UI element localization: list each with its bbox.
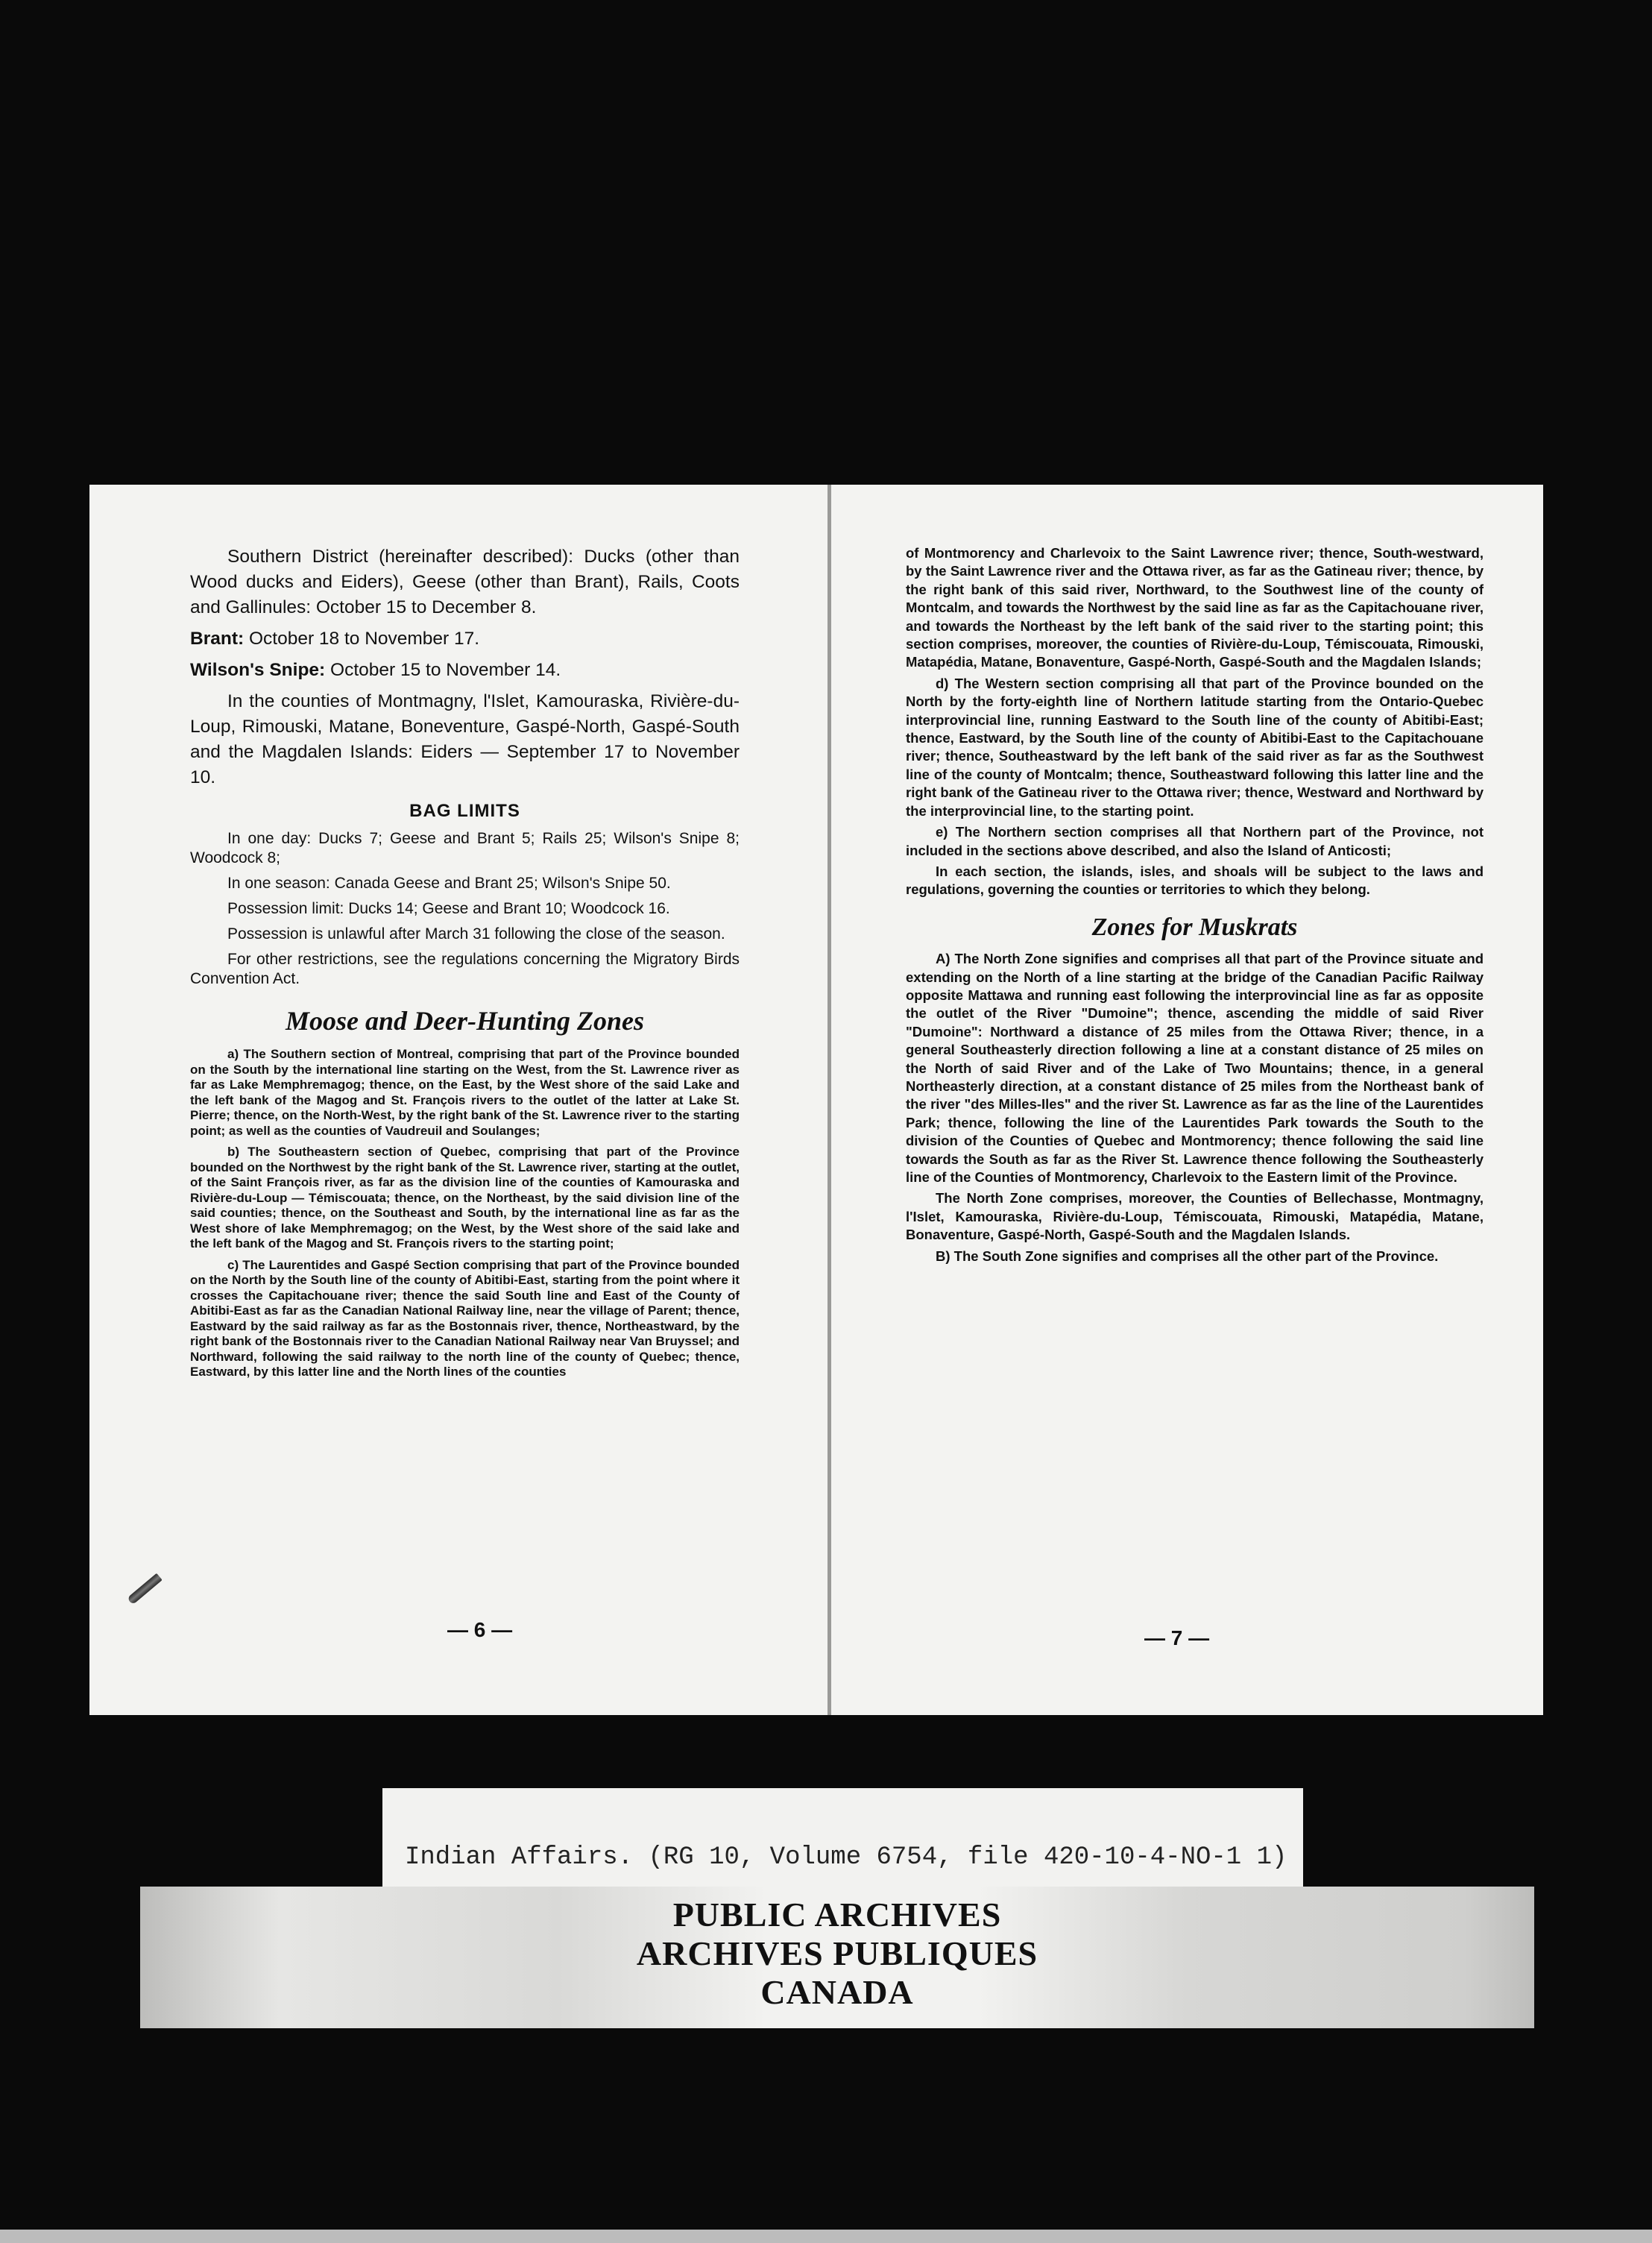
archive-label-strip	[140, 1887, 1534, 2028]
each-section-paragraph: In each section, the islands, isles, and shoals will be subject to the laws and regulations, governing the counties or territories to which they belong.	[906, 863, 1484, 898]
zone-b-paragraph: b) The Southeastern section of Quebec, comprising that part of the Province bounded on the Northwest by the right bank of the St. Lawrence river, starting at the outlet, of the Saint François river, as far as the division line of the counties of Kamouraska and Rivière-du-Loup — Témiscouata; thence, on the Northeast, by the said division line of the said counties; thence, on the Southeast and South, by the international line as far as the West shore of lake Memphremagog; on the West, by the West shore of the said lake and the left bank of the Magog and St. François rivers to the starting point;	[190, 1145, 740, 1251]
counties-eiders-paragraph: In the counties of Montmagny, l'Islet, Kamouraska, Rivière-du-Loup, Rimouski, Matane, Boneventure, Gaspé-North, Gaspé-South and the Magdalen Islands: Eiders — September 17 to November 10.	[190, 691, 740, 787]
film-edge	[0, 2230, 1652, 2243]
brant-label: Brant:	[190, 629, 245, 649]
bag-limits-heading: BAG LIMITS	[409, 801, 520, 821]
stamp-line-2: ARCHIVES PUBLIQUES	[636, 1934, 1038, 1972]
archive-reference: Indian Affairs. (RG 10, Volume 6754, file 420-10-4-NO-1 1)	[405, 1843, 1287, 1872]
zone-e-paragraph: e) The Northern section comprises all that Northern part of the Province, not included in the sections above described, and also the Island of Anticosti;	[906, 824, 1484, 858]
possession-unlawful: Possession is unlawful after March 31 following the close of the season.	[227, 925, 725, 943]
right-page	[831, 485, 1543, 1715]
muskrat-zones-heading: Zones for Muskrats	[1091, 913, 1298, 941]
stamp-line-3: CANADA	[760, 1973, 914, 2011]
snipe-season	[190, 658, 740, 683]
brant-dates: October 18 to November 17.	[248, 629, 480, 649]
stamp-line-1: PUBLIC ARCHIVES	[672, 1896, 1002, 1934]
zone-a-paragraph: a) The Southern section of Montreal, comprising that part of the Province bounded on the South by the international line starting on the West, from the St. Lawrence river as far as Lake Memphremagog; thence, on the East, by the West shore of the said Lake and the left bank of the Magog and St. François rivers to the outlet of the latter at Lake St. Pierre; thence, on the North-West, by the right bank of the St. Lawrence river to the starting point; as well as the counties of Vaudreuil and Soulanges;	[190, 1047, 740, 1138]
page-number-right: — 7 —	[1144, 1626, 1210, 1649]
north-zone-moreover: The North Zone comprises, moreover, the Counties of Bellechasse, Montmagny, l'Islet, Kamouraska, Rivière-du-Loup, Témiscouata, Rimouski, Matapédia, Matane, Bonaventure, Gaspé-North, Gaspé-South and the Magdalen Islands.	[906, 1190, 1484, 1243]
left-page	[89, 485, 827, 1715]
possession-limit: Possession limit: Ducks 14; Geese and Brant 10; Woodcock 16.	[227, 900, 670, 917]
brant-season	[190, 626, 740, 652]
archive-stamp	[140, 1896, 1534, 2012]
southern-district-paragraph: Southern District (hereinafter described): Ducks (other than Wood ducks and Eiders), Geese (other than Brant), Rails, Coots and Gallinules: October 15 to December 8.	[190, 547, 740, 617]
moose-deer-heading: Moose and Deer-Hunting Zones	[285, 1006, 645, 1036]
snipe-dates: October 15 to November 14.	[330, 660, 561, 680]
zone-c-continued: of Montmorency and Charlevoix to the Saint Lawrence river; thence, South-westward, by the Saint Lawrence river and the Ottawa river, as far as the Gatineau river; thence, by the right bank of this said river, Northward, to the Southwest line of the county of Montcalm, and towards the Northwest by the said line as far as the Capitachouane river, and towards the Northeast by the left bank of the said river to the starting point; this section comprises, moreover, the counties of Rivière-du-Loup, Témiscouata, Rimouski, Matapédia, Matane, Bonaventure, Gaspé-North, Gaspé-South and the Magdalen Islands;	[906, 545, 1484, 670]
zone-c-paragraph: c) The Laurentides and Gaspé Section comprising that part of the Province bounded on the North by the South line of the county of Abitibi-East, starting from the point where it crosses the Capitachouane river; thence the said South line and East of the County of Abitibi-East as far as the Canadian National Railway line, near the village of Parent; thence, Eastward by the said railway as far as the Bostonnais river, thence, Northeastward, by the right bank of the Bostonnais river to the Canadian National Railway near Van Bruyssel; and Northward, following the said railway to the north line of the county of Quebec; thence, Eastward, by this latter line and the North lines of the counties	[190, 1257, 740, 1379]
bag-limit-day: In one day: Ducks 7; Geese and Brant 5; Rails 25; Wilson's Snipe 8; Woodcock 8;	[190, 830, 740, 866]
zone-d-paragraph: d) The Western section comprising all that part of the Province bounded on the North by the forty-eighth line of Northern latitude starting from the Ontario-Quebec interprovincial line, running Eastward to the South line of the county of Abitibi-East; thence, Eastward, by the South line of the county of Abitibi-East to the Capitachouane river; thence, Southeastward by the left bank of the said river as far as the Southwest line of the county of Montcalm; thence, Southeastward following this latter line and the right bank of the Gatineau river to the Ottawa river; thence, Westward and Northward by the interprovincial line, to the starting point.	[906, 675, 1484, 819]
north-zone-paragraph: A) The North Zone signifies and comprises all that part of the Province situate and extending on the North of a line starting at the bridge of the Canadian Pacific Railway opposite Mattawa and running east following the interprovincial line as far as opposite the outlet of the River "Dumoine"; thence, ascending the middle of said River "Dumoine": Northward a distance of 25 miles from the Ottawa River; thence, in a general Southeasterly direction following a line at a constant distance of 25 miles on the North of said River and of the Lake of Two Mountains; thence, in a general Northeasterly direction, at a constant distance of 25 miles from the Northeast bank of the river "des Milles-Iles" and the river St. Lawrence as far as the line of the Laurentides Park; thence, following the line of the Laurentides Park towards the South to the division of the Counties of Quebec and Montmorency; thence following the said line towards the South as far as the River St. Lawrence thence following the Southeasterly line of the Counties of Montmorency, Charlevoix to the Eastern limit of the Province.	[906, 951, 1484, 1185]
south-zone-paragraph: B) The South Zone signifies and comprises all the other part of the Province.	[936, 1248, 1439, 1264]
page-number-left: — 6 —	[447, 1618, 513, 1641]
bag-limit-season: In one season: Canada Geese and Brant 25; Wilson's Snipe 50.	[227, 875, 671, 892]
snipe-label: Wilson's Snipe:	[190, 660, 326, 680]
other-restrictions: For other restrictions, see the regulations concerning the Migratory Birds Convention Act.	[190, 951, 740, 987]
